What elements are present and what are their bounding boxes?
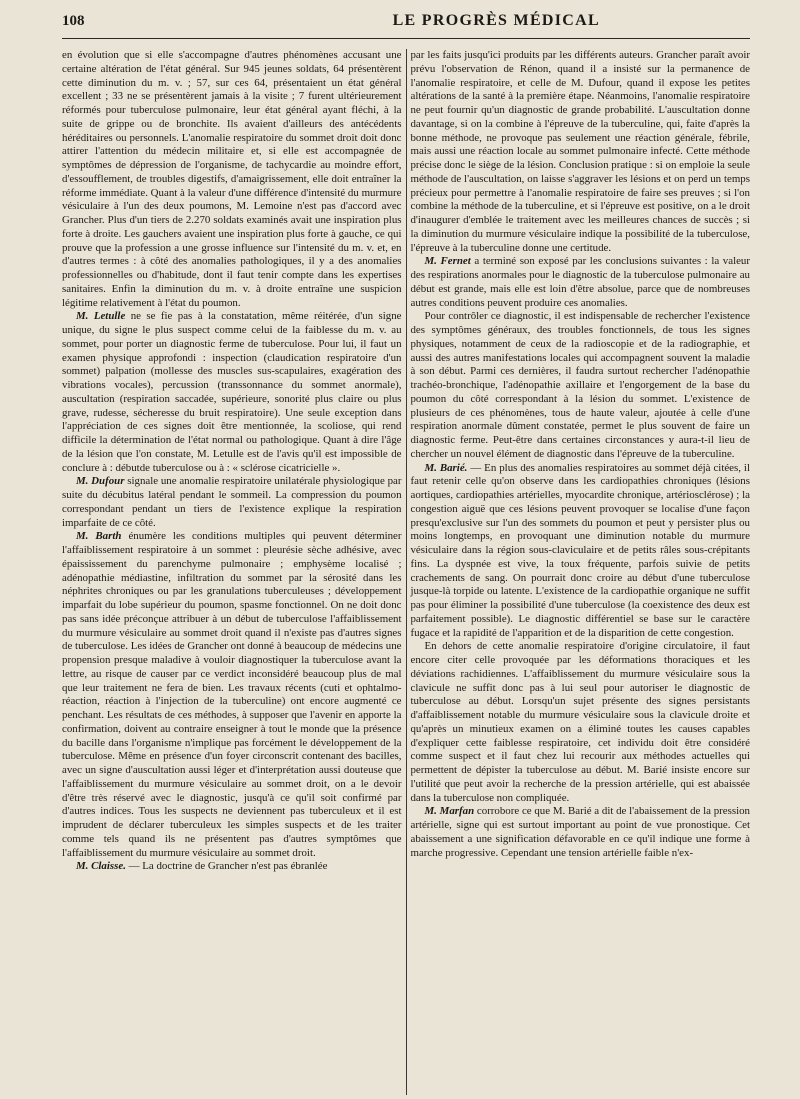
speaker-name: M. Fernet xyxy=(424,255,471,268)
paragraph xyxy=(410,462,750,641)
speaker-name: M. Barié. xyxy=(424,461,468,474)
two-column-body xyxy=(62,49,750,1095)
right-column xyxy=(410,49,750,1095)
speaker-name: M. Marfan xyxy=(424,805,475,818)
paragraph-text: signale une anomalie respiratoire unilatérale physiologique par suite du décubitus latéral pendant le sommeil. La compression du poumon correspondant pendant un tiers de l'existence explique la respiration imparfaite de ce côté. xyxy=(62,475,402,529)
paragraph-text: Pour contrôler ce diagnostic, il est indispensable de rechercher l'existence des symptômes généraux, des troubles fonctionnels, de tous les signes physiques, notamment de ceux de la radioscopie et de la radiographie, et aussi des autres manifestations locales qui accompagnent souvent la maladie à son début. Parmi ces dernières, il faudra surtout rechercher l'adénopathie trachéo-bronchique, l'adénopathie axillaire et l'engorgement de la base du poumon du côté correspondant à la lésion du sommet. L'existence de plusieurs de ces phénomènes, tous de haute valeur, ajoutée à celle d'une respiration anormale dûment constatée, permet le plus souvent de faire un diagnostic ferme. Peut-être dans certaines circonstances y aura-t-il lieu de chercher un nouvel élément de diagnostic dans l'épreuve de la tuberculine. xyxy=(410,310,750,460)
paragraph-text: En dehors de cette anomalie respiratoire d'origine circulatoire, il faut encore citer celle provoquée par les déformations thoraciques et les déviations rachidiennes. L'affaiblissement du murmure vésiculaire sous la clavicule ne suffit donc pas à lui seul pour autoriser le diagnostic de tuberculose au début. Lorsqu'un sujet présente des signes persistants d'affaiblissement notable du murmure vésiculaire sous la clavicule droite et qu'après un minutieux examen on a éliminé toutes les causes capables d'expliquer cette faiblesse respiratoire, cet individu doit être considéré comme suspect et il faut chez lui recourir aux méthodes actuelles qui permettent de dépister la tuberculose au début. M. Barié insiste encore sur l'utilité que peut avoir la recherche de la pression artérielle, qui est abaissée dans la tuberculose non compliquée. xyxy=(410,640,750,804)
left-column xyxy=(62,49,402,1095)
column-divider xyxy=(406,49,407,1095)
page-number: 108 xyxy=(62,13,85,29)
paragraph-text: corrobore ce que M. Barié a dit de l'abaissement de la pression artérielle, signe qui est surtout important au point de vue pronostique. Cet abaissement a une signification défavorable en ce qu'il indique une forme à marche progressive. Cependant une tension artérielle faible n'ex- xyxy=(410,805,750,859)
paragraph-text: — La doctrine de Grancher n'est pas ébranlée xyxy=(125,860,328,873)
paragraph-text: — En plus des anomalies respiratoires au sommet déjà citées, il faut retenir celle qu'on observe dans les cardiopathies chroniques (lésions aortiques, cardiopathies artérielles, myocardite chronique, artériosclérose) ; la congestion aiguë que ces lésions peuvent provoquer se localise d'une façon presqu'exclusive sur l'un des sommets du poumon et peut y persister plus ou moins longtemps, en provoquant une diminution notable du murmure vésiculaire dans la région sous-claviculaire et de petits râles sous-crépitants fins. La dyspnée est vive, la toux fréquente, parfois suivie de petits crachements de sang. On pourrait donc croire au début d'une tuberculose jusque-là torpide ou latente. L'existence de la cardiopathie organique ne suffit pas pour éliminer la possibilité d'une tuberculose (la coexistence des deux est parfaitement possible). Le diagnostic différentiel se base sur le caractère fugace et la rapidité de l'apparition et de la disparition de cette congestion. xyxy=(410,461,750,639)
paragraph xyxy=(62,860,402,874)
paragraph-text: en évolution que si elle s'accompagne d'autres phénomènes accusant une certaine altération de l'état général. Sur 945 jeunes soldats, 64 présentèrent cette diminution du m. v. ; 57, sur ces 64, présentaient un état général excellent ; 33 ne se présentèrent jamais à la visite ; 7 furent ultérieurement réformés pour tuberculose pulmonaire, leur état général ayant fléchi, à la suite de grippe ou de bronchite. Ils avaient d'ailleurs des antécédents héréditaires ou personnels. L'anomalie respiratoire du sommet droit doit donc attirer l'attention du médecin militaire et, si elle est accompagnée de symptômes de dépression de l'organisme, de tachycardie au moindre effort, d'essoufflement, de troubles digestifs, d'amaigrissement, elle doit entraîner la réforme immédiate. Quant à la valeur d'une différence d'intensité du murmure vésiculaire à l'un des deux poumons, M. Lemoine n'est pas d'accord avec Grancher. Plus d'un tiers de 2.270 soldats examinés avait une inspiration plus forte à droite. Les gauchers avaient une inspiration plus forte à gauche, ce qui prouve que la profession a une grosse influence sur l'intensité du m. v. et, en d'autres termes : à côté des anomalies pathologiques, il y a des anomalies professionnelles ou d'habitude, dont il faut tenir compte dans les expertises sanitaires. Enfin la diminution du m. v. à droite entraîne une suspicion légitime relativement à l'état du poumon. xyxy=(62,49,402,309)
speaker-name: M. Letulle xyxy=(76,310,126,323)
paragraph xyxy=(62,530,402,860)
paragraph xyxy=(410,805,750,860)
paragraph xyxy=(62,475,402,530)
paragraph xyxy=(410,255,750,310)
paragraph-text: énumère les conditions multiples qui peuvent déterminer l'affaiblissement respiratoire à un sommet : pleurésie sèche adhésive, avec épaississement du parenchyme pulmonaire ; emphysème localisé ; adénopathie médiastine, infiltration du sommet par la sérosité dans les néphrites chroniques ou par les granulations tuberculeuses ; développement imparfait du lobe supérieur du poumon, spasme fonctionnel. On ne doit donc pas sans idée préconçue attribuer à un début de tuberculose l'affaiblissement du murmure vésiculaire au sommet droit quand il n'existe pas d'autres signes de tuberculose. Les idées de Grancher ont donné à beaucoup de médecins une propension presque maladive à vouloir diagnostiquer la tuberculose avant la lettre, au risque de causer par ce verdict inconsidéré beaucoup plus de mal que leur traitement ne fera de bien. Les travaux récents (cuti et ophtalmo-réaction, réaction à l'injection de la tuberculine) ont encore augmenté ce penchant. Les résultats de ces méthodes, à supposer que l'avenir en apporte la confirmation, doivent au contraire enseigner à tout le monde que la présence du bacille dans l'organisme n'implique pas forcément le développement de la tuberculose. Même en présence d'un foyer circonscrit contenant des bacilles, avec un signe d'auscultation aussi léger et d'interprétation aussi douteuse que l'affaiblissement du murmure vésiculaire au sommet droit, on a le devoir d'être très réservé avec le diagnostic, jusqu'à ce qu'il soit confirmé par d'autres indices. Tous les suspects ne deviennent pas tuberculeux et il est imprudent de déclarer tuberculeux les simples suspects et de les traiter comme tels quand ils ne présentent pas d'autres symptômes que l'affaiblissement du murmure vésiculaire au sommet droit. xyxy=(62,530,402,859)
running-header xyxy=(62,12,750,39)
paragraph-text: par les faits jusqu'ici produits par les différents auteurs. Grancher paraît avoir prévu l'observation de Rénon, quand il a insisté sur la permanence de l'anomalie respiratoire, et celle de M. Dufour, quand il expose les petites altérations de la santé à la première étape. Néanmoins, l'anomalie respiratoire ne peut fournir qu'un diagnostic de grande probabilité. L'auscultation donne davantage, si on la combine à l'épreuve de la tuberculine, qui, faite d'après la bonne méthode, ne provoque pas seulement une réaction générale, fébrile, mais aussi une réaction locale au sommet pulmonaire infecté. Cette méthode précise donc le siège de la lésion. Conclusion pratique : si on emploie la seule méthode de l'auscultation, on laisse s'aggraver les lésions et on perd un temps précieux pour permettre à l'anomalie respiratoire de faire ses preuves ; si l'on combine la méthode de la tuberculine, et si l'épreuve est positive, on a le droit d'inaugurer d'emblée le traitement avec les meilleures chances de succès ; si la diminution du murmure vésiculaire indique la possibilité de la tuberculose, l'épreuve à la tuberculine donne une certitude. xyxy=(410,49,750,254)
paragraph xyxy=(410,49,750,255)
paragraph xyxy=(410,310,750,461)
paragraph xyxy=(62,310,402,475)
paragraph xyxy=(410,640,750,805)
journal-title: LE PROGRÈS MÉDICAL xyxy=(392,12,600,29)
speaker-name: M. Barth xyxy=(76,530,122,543)
speaker-name: M. Dufour xyxy=(76,475,125,488)
paragraph xyxy=(62,49,402,310)
paragraph-text: ne se fie pas à la constatation, même réitérée, d'un signe unique, du signe le plus suspect comme celui de la faiblesse du m. v. au sommet, pour porter un diagnostic ferme de tuberculose. Pour lui, il faut un examen physique approfondi : inspection (claudication respiratoire d'un sommet) palpation (mollesse des muscles sus-scapulaires, exagération des vibrations vocales), percussion (transsonnance du sommet anormale), auscultation (respiration saccadée, supérieure, sonorité plus claire ou plus grave, rudesse, sécheresse du bruit respiratoire). Une seule exception dans l'appréciation de ces signes doit être mentionnée, la scoliose, qui rend difficile la détermination de l'état normal ou pathologique. Quant à dire l'âge de la lésion que l'on constate, M. Letulle est de l'avis qu'il est impossible de conclure à : débutde tuberculose ou à : « sclérose cicatricielle ». xyxy=(62,310,402,474)
paragraph-text: a terminé son exposé par les conclusions suivantes : la valeur des respirations anormales pour le diagnostic de la tuberculose pulmonaire au début est grande, mais elle est loin d'être absolue, parce que de nombreuses autres conditions peuvent produire ces anomalies. xyxy=(410,255,750,309)
speaker-name: M. Claisse. xyxy=(76,860,126,873)
